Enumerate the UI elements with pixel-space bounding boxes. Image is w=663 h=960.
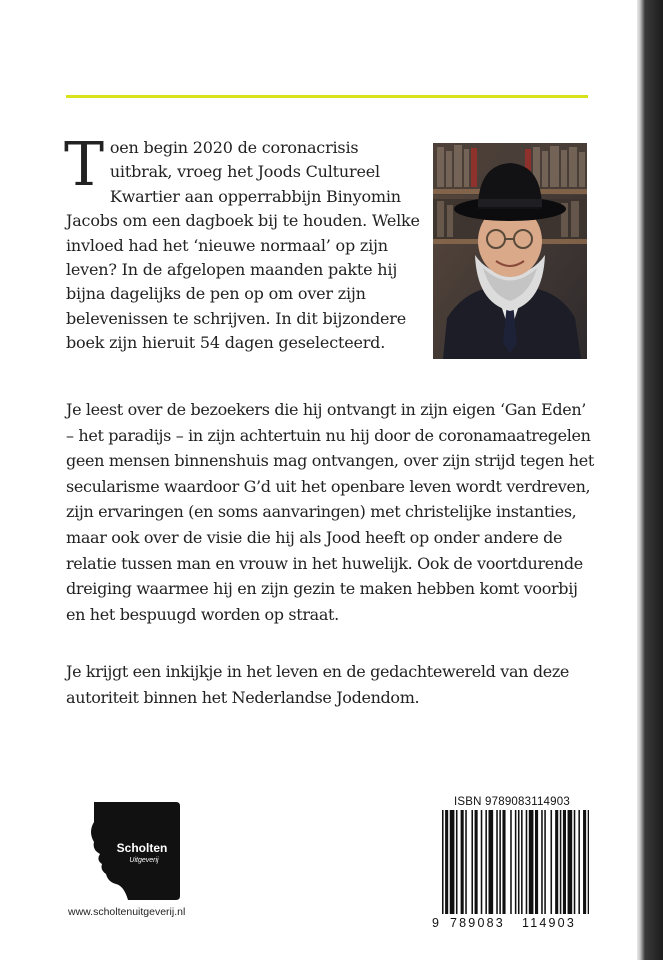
barcode-digit-first: 9: [432, 916, 439, 930]
barcode-bar: [450, 810, 455, 914]
barcode-bar: [442, 810, 444, 914]
barcode-bar: [521, 810, 523, 914]
barcode-bar: [496, 810, 498, 914]
barcode-bar: [461, 810, 464, 914]
barcode-bar: [481, 810, 483, 914]
accent-rule: [66, 95, 588, 98]
barcode-bar: [529, 810, 534, 914]
book-spine-edge: [637, 0, 663, 960]
barcode-bar: [485, 810, 487, 914]
publisher-logo-sub: Uitgeverij: [129, 857, 159, 864]
publisher-logo: [88, 802, 180, 900]
barcode-bar: [535, 810, 538, 914]
barcode-bar: [578, 810, 580, 914]
barcode-digits-left: 789083: [450, 916, 505, 930]
barcode-bar: [445, 810, 448, 914]
intro-paragraph: [64, 130, 424, 356]
third-paragraph: Je krijgt een inkijkje in het leven en de gedachtewereld van deze autoriteit binnen het Nederlandse Jodendom.: [66, 662, 570, 707]
barcode-bar: [526, 810, 528, 914]
barcode-bar: [541, 810, 543, 914]
barcode-bar: [588, 810, 589, 914]
barcode-bar: [456, 810, 458, 914]
barcode-bar: [515, 810, 517, 914]
barcode-bar: [475, 810, 478, 914]
barcode-bar: [502, 810, 505, 914]
publisher-logo-name: Scholten: [116, 841, 168, 855]
isbn-label: ISBN 9789083114903: [454, 796, 570, 808]
barcode-bar: [555, 810, 558, 914]
barcode-bar: [560, 810, 562, 914]
barcode-bar: [489, 810, 494, 914]
barcode-bar: [471, 810, 473, 914]
isbn-barcode: [432, 810, 589, 920]
drop-cap: T: [64, 130, 104, 200]
barcode-bar: [544, 810, 546, 914]
barcode-bar: [563, 810, 566, 914]
barcode-bar: [551, 810, 553, 914]
barcode-digits-right: 114903: [522, 916, 576, 930]
barcode-bar: [583, 810, 586, 914]
barcode-bar: [518, 810, 520, 914]
publisher-logo-mark: [88, 802, 180, 900]
second-paragraph: Je leest over de bezoekers die hij ontvangt in zijn eigen ‘Gan Eden’ – het paradijs – in zijn achtertuin nu hij door de coronamaatregelen geen mensen binnenshuis mag ontvangen, over zijn strijd tegen het secularisme waardoor G’d uit het openbare leven wordt verdreven, zijn ervaringen (en soms aanvaringen) met christelijke instanties, maar ook over de visie die hij als Jood heeft op onder andere de relatie tussen man en vrouw in het huwelijk. Ook de voortdurende dreiging waarmee hij en zijn gezin te maken hebben komt voorbij en het bespuugd worden op straat.: [66, 400, 594, 624]
barcode-bar: [465, 810, 467, 914]
barcode-bar: [499, 810, 501, 914]
barcode-bar: [510, 810, 512, 914]
barcode-bar: [574, 810, 576, 914]
author-photo: [433, 143, 587, 359]
author-portrait-illustration: [433, 143, 587, 359]
barcode-bar: [568, 810, 573, 914]
publisher-url: www.scholtenuitgeverij.nl: [68, 906, 186, 918]
intro-text: oen begin 2020 de coronacrisis uitbrak, vroeg het Joods Cultureel Kwartier aan opperrabbijn Binyomin Jacobs om een dagboek bij te houden. Welke invloed had het ‘nieuwe normaal’ op zijn leven? In de afgelopen maanden pakte hij bijna dagelijks de pen op om over zijn belevenissen te schrijven. In dit bijzondere boek zijn hieruit 54 dagen geselecteerd.: [66, 138, 420, 353]
